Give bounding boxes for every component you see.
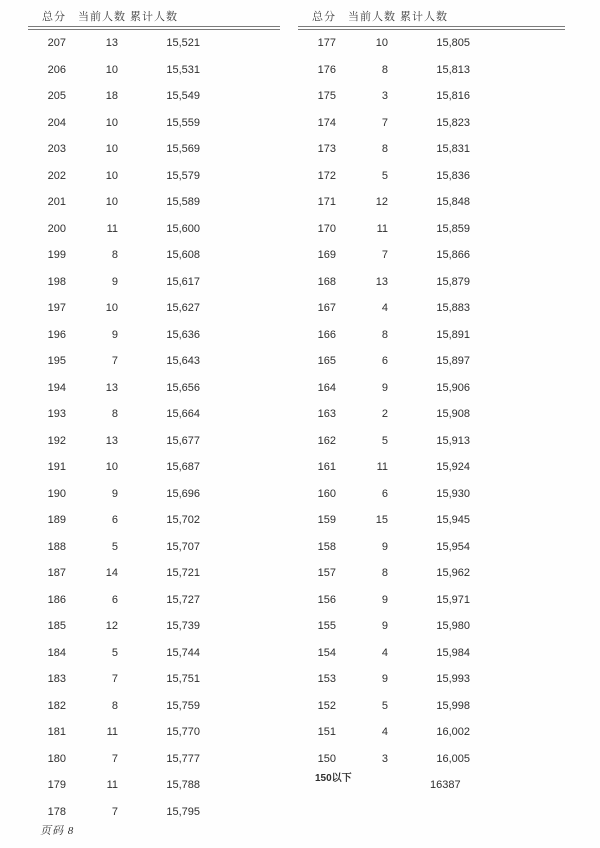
cumulative-cell: 15,617 <box>166 275 200 288</box>
count-cell: 9 <box>381 540 388 553</box>
table-row <box>28 30 280 57</box>
cumulative-cell: 15,696 <box>166 487 200 500</box>
cumulative-cell: 15,721 <box>166 567 200 580</box>
score-cell: 150 <box>317 752 336 765</box>
count-cell: 10 <box>105 169 118 182</box>
count-cell: 6 <box>111 593 118 606</box>
table-row <box>28 189 280 216</box>
count-cell: 13 <box>105 37 118 50</box>
count-cell: 9 <box>381 620 388 633</box>
count-cell: 8 <box>111 249 118 262</box>
count-cell: 9 <box>381 381 388 394</box>
table-row <box>298 322 565 349</box>
count-cell: 15 <box>375 514 388 527</box>
count-cell: 11 <box>376 222 388 235</box>
count-cell: 7 <box>381 249 388 262</box>
cumulative-cell: 15,848 <box>436 196 470 209</box>
count-cell: 8 <box>111 699 118 712</box>
table-row <box>28 269 280 296</box>
count-cell: 5 <box>111 540 118 553</box>
count-cell: 10 <box>105 143 118 156</box>
score-cell: 180 <box>47 752 66 765</box>
count-cell: 9 <box>381 593 388 606</box>
table-row <box>28 613 280 640</box>
count-cell: 8 <box>381 63 388 76</box>
table-body <box>298 30 565 772</box>
score-cell: 203 <box>47 143 66 156</box>
score-cell: 187 <box>47 567 66 580</box>
cumulative-cell: 15,702 <box>166 514 200 527</box>
cumulative-cell: 15,636 <box>166 328 200 341</box>
table-body <box>28 30 280 825</box>
column-header-score: 总分 <box>42 11 66 23</box>
table-row <box>28 110 280 137</box>
count-cell: 4 <box>381 302 388 315</box>
score-cell: 173 <box>317 143 336 156</box>
score-cell: 152 <box>317 699 336 712</box>
count-cell: 13 <box>375 275 388 288</box>
count-cell: 9 <box>381 673 388 686</box>
table-row <box>298 295 565 322</box>
count-cell: 8 <box>111 408 118 421</box>
score-cell: 186 <box>47 593 66 606</box>
table-row <box>28 348 280 375</box>
cumulative-cell: 15,906 <box>436 381 470 394</box>
column-header-cumulative-count: 累计人数 <box>130 11 178 23</box>
cumulative-cell: 15,813 <box>436 63 470 76</box>
score-cell: 189 <box>47 514 66 527</box>
count-cell: 11 <box>106 779 118 792</box>
cumulative-cell: 15,962 <box>436 567 470 580</box>
count-cell: 9 <box>111 328 118 341</box>
count-cell: 10 <box>105 196 118 209</box>
table-row <box>298 640 565 667</box>
score-cell: 184 <box>47 646 66 659</box>
score-cell: 192 <box>47 434 66 447</box>
count-cell: 2 <box>381 408 388 421</box>
score-cell: 202 <box>47 169 66 182</box>
table-row <box>28 693 280 720</box>
score-cell: 170 <box>317 222 336 235</box>
count-cell: 3 <box>381 752 388 765</box>
score-cell: 151 <box>317 726 336 739</box>
count-cell: 4 <box>381 646 388 659</box>
count-cell: 8 <box>381 328 388 341</box>
cumulative-cell: 15,759 <box>166 699 200 712</box>
table-row <box>298 30 565 57</box>
cumulative-cell: 15,531 <box>166 63 200 76</box>
table-row <box>28 428 280 455</box>
score-cell: 205 <box>47 90 66 103</box>
cumulative-cell: 15,549 <box>166 90 200 103</box>
table-row <box>28 216 280 243</box>
cumulative-cell: 15,569 <box>166 143 200 156</box>
cumulative-cell: 15,777 <box>166 752 200 765</box>
score-cell: 199 <box>47 249 66 262</box>
score-cell: 156 <box>317 593 336 606</box>
cumulative-cell: 15,945 <box>436 514 470 527</box>
table-row <box>28 666 280 693</box>
cumulative-cell: 15,677 <box>166 434 200 447</box>
count-cell: 6 <box>111 514 118 527</box>
cumulative-cell: 15,751 <box>166 673 200 686</box>
count-cell: 7 <box>111 805 118 818</box>
count-cell: 7 <box>111 752 118 765</box>
count-cell: 10 <box>105 63 118 76</box>
table-row <box>298 216 565 243</box>
cumulative-cell: 15,908 <box>436 408 470 421</box>
cumulative-cell: 15,913 <box>436 434 470 447</box>
cumulative-cell: 15,930 <box>436 487 470 500</box>
score-cell: 155 <box>317 620 336 633</box>
count-cell: 9 <box>111 275 118 288</box>
cumulative-cell: 15,559 <box>166 116 200 129</box>
cumulative-cell: 16387 <box>430 779 461 791</box>
score-cell: 188 <box>47 540 66 553</box>
score-cell: 175 <box>317 90 336 103</box>
count-cell: 7 <box>111 355 118 368</box>
score-cell: 196 <box>47 328 66 341</box>
table-row <box>298 534 565 561</box>
count-cell: 3 <box>381 90 388 103</box>
cumulative-cell: 15,770 <box>166 726 200 739</box>
cumulative-cell: 15,831 <box>436 143 470 156</box>
count-cell: 12 <box>105 620 118 633</box>
table-row <box>28 295 280 322</box>
cumulative-cell: 15,879 <box>436 275 470 288</box>
cumulative-cell: 15,980 <box>436 620 470 633</box>
count-cell: 13 <box>105 434 118 447</box>
column-header-cumulative-count: 累计人数 <box>400 11 448 23</box>
table-row <box>298 693 565 720</box>
score-cell: 178 <box>47 805 66 818</box>
count-cell: 5 <box>381 699 388 712</box>
cumulative-cell: 15,924 <box>436 461 470 474</box>
table-row <box>298 401 565 428</box>
column-header-current-count: 当前人数 <box>78 11 126 23</box>
table-row <box>298 481 565 508</box>
table-row <box>298 57 565 84</box>
count-cell: 8 <box>381 143 388 156</box>
cumulative-cell: 15,707 <box>166 540 200 553</box>
table-row <box>28 136 280 163</box>
table-row <box>28 534 280 561</box>
cumulative-cell: 15,891 <box>436 328 470 341</box>
score-cell: 165 <box>317 355 336 368</box>
count-cell: 11 <box>106 726 118 739</box>
score-cell: 181 <box>47 726 66 739</box>
cumulative-cell: 15,859 <box>436 222 470 235</box>
table-row <box>28 242 280 269</box>
cumulative-cell: 15,954 <box>436 540 470 553</box>
count-cell: 5 <box>111 646 118 659</box>
score-cell: 159 <box>317 514 336 527</box>
cumulative-cell: 15,795 <box>166 805 200 818</box>
table-row <box>28 83 280 110</box>
table-row <box>298 746 565 773</box>
table-row <box>28 587 280 614</box>
count-cell: 5 <box>381 169 388 182</box>
score-cell: 168 <box>317 275 336 288</box>
cumulative-cell: 15,600 <box>166 222 200 235</box>
score-cell: 182 <box>47 699 66 712</box>
table-row <box>28 772 280 799</box>
score-cell: 200 <box>47 222 66 235</box>
column-header-current-count: 当前人数 <box>348 11 396 23</box>
score-cell: 153 <box>317 673 336 686</box>
count-cell: 9 <box>111 487 118 500</box>
cumulative-cell: 15,521 <box>166 37 200 50</box>
cumulative-cell: 15,727 <box>166 593 200 606</box>
table-row <box>28 481 280 508</box>
score-cell: 164 <box>317 381 336 394</box>
cumulative-cell: 15,866 <box>436 249 470 262</box>
count-cell: 7 <box>381 116 388 129</box>
score-cell: 172 <box>317 169 336 182</box>
table-row <box>298 587 565 614</box>
cumulative-cell: 15,579 <box>166 169 200 182</box>
count-cell: 13 <box>105 381 118 394</box>
table-row <box>298 136 565 163</box>
table-row <box>298 163 565 190</box>
score-cell: 193 <box>47 408 66 421</box>
score-cell: 206 <box>47 63 66 76</box>
table-row <box>28 322 280 349</box>
score-cell: 195 <box>47 355 66 368</box>
score-cell: 183 <box>47 673 66 686</box>
cumulative-cell: 15,687 <box>166 461 200 474</box>
cumulative-cell: 15,816 <box>436 90 470 103</box>
table-row <box>28 401 280 428</box>
table-row <box>298 719 565 746</box>
count-cell: 5 <box>381 434 388 447</box>
table-row <box>298 507 565 534</box>
table-row <box>28 719 280 746</box>
score-table-left <box>28 5 280 825</box>
count-cell: 6 <box>381 355 388 368</box>
table-row <box>298 454 565 481</box>
score-cell: 177 <box>317 37 336 50</box>
table-row <box>298 348 565 375</box>
cumulative-cell: 15,627 <box>166 302 200 315</box>
table-row <box>28 507 280 534</box>
summary-row-below-150 <box>298 772 565 812</box>
cumulative-cell: 15,823 <box>436 116 470 129</box>
table-row <box>298 189 565 216</box>
table-header-row <box>298 5 565 26</box>
score-cell: 201 <box>47 196 66 209</box>
cumulative-cell: 15,883 <box>436 302 470 315</box>
count-cell: 12 <box>375 196 388 209</box>
cumulative-cell: 15,664 <box>166 408 200 421</box>
cumulative-cell: 15,836 <box>436 169 470 182</box>
table-row <box>28 746 280 773</box>
table-row <box>28 454 280 481</box>
score-cell: 198 <box>47 275 66 288</box>
cumulative-cell: 15,656 <box>166 381 200 394</box>
cumulative-cell: 15,589 <box>166 196 200 209</box>
score-cell: 207 <box>47 37 66 50</box>
score-cell: 174 <box>317 116 336 129</box>
page-number-footer: 页码 8 <box>40 825 75 837</box>
score-cell: 197 <box>47 302 66 315</box>
cumulative-cell: 15,998 <box>436 699 470 712</box>
count-cell: 8 <box>381 567 388 580</box>
count-cell: 6 <box>381 487 388 500</box>
count-cell: 7 <box>111 673 118 686</box>
table-header-row <box>28 5 280 26</box>
score-cell: 163 <box>317 408 336 421</box>
score-cell: 204 <box>47 116 66 129</box>
table-row <box>298 613 565 640</box>
below-150-label: 150以下 <box>315 773 352 784</box>
cumulative-cell: 15,788 <box>166 779 200 792</box>
count-cell: 11 <box>106 222 118 235</box>
cumulative-cell: 15,643 <box>166 355 200 368</box>
score-cell: 158 <box>317 540 336 553</box>
table-row <box>28 560 280 587</box>
cumulative-cell: 15,984 <box>436 646 470 659</box>
score-cell <box>298 772 352 785</box>
cumulative-cell: 15,897 <box>436 355 470 368</box>
cumulative-cell: 15,739 <box>166 620 200 633</box>
score-cell: 191 <box>47 461 66 474</box>
score-cell: 190 <box>47 487 66 500</box>
cumulative-cell: 15,993 <box>436 673 470 686</box>
score-cell: 176 <box>317 63 336 76</box>
count-cell: 10 <box>105 116 118 129</box>
cumulative-cell: 15,744 <box>166 646 200 659</box>
score-cell: 167 <box>317 302 336 315</box>
table-row <box>28 57 280 84</box>
count-cell: 10 <box>375 37 388 50</box>
score-cell: 154 <box>317 646 336 659</box>
table-row <box>298 375 565 402</box>
table-row <box>298 242 565 269</box>
cumulative-cell: 15,805 <box>436 37 470 50</box>
table-row <box>298 666 565 693</box>
score-cell: 171 <box>317 196 336 209</box>
score-cell: 161 <box>317 461 336 474</box>
count-cell: 11 <box>376 461 388 474</box>
cumulative-cell: 15,971 <box>436 593 470 606</box>
score-cell: 179 <box>47 779 66 792</box>
table-row <box>298 269 565 296</box>
table-row <box>28 640 280 667</box>
score-table-right <box>298 5 565 812</box>
cumulative-cell: 16,002 <box>436 726 470 739</box>
score-cell: 162 <box>317 434 336 447</box>
count-cell: 10 <box>105 461 118 474</box>
score-cell: 194 <box>47 381 66 394</box>
table-row <box>298 110 565 137</box>
table-row <box>28 375 280 402</box>
table-row <box>28 163 280 190</box>
count-cell: 14 <box>105 567 118 580</box>
cumulative-cell: 15,608 <box>166 249 200 262</box>
table-row <box>298 428 565 455</box>
count-cell: 4 <box>381 726 388 739</box>
score-cell: 169 <box>317 249 336 262</box>
table-row <box>298 83 565 110</box>
score-cell: 185 <box>47 620 66 633</box>
score-cell: 166 <box>317 328 336 341</box>
table-row <box>298 560 565 587</box>
count-cell: 10 <box>105 302 118 315</box>
cumulative-cell: 16,005 <box>436 752 470 765</box>
score-cell: 157 <box>317 567 336 580</box>
column-header-score: 总分 <box>312 11 336 23</box>
count-cell: 18 <box>105 90 118 103</box>
score-cell: 160 <box>317 487 336 500</box>
